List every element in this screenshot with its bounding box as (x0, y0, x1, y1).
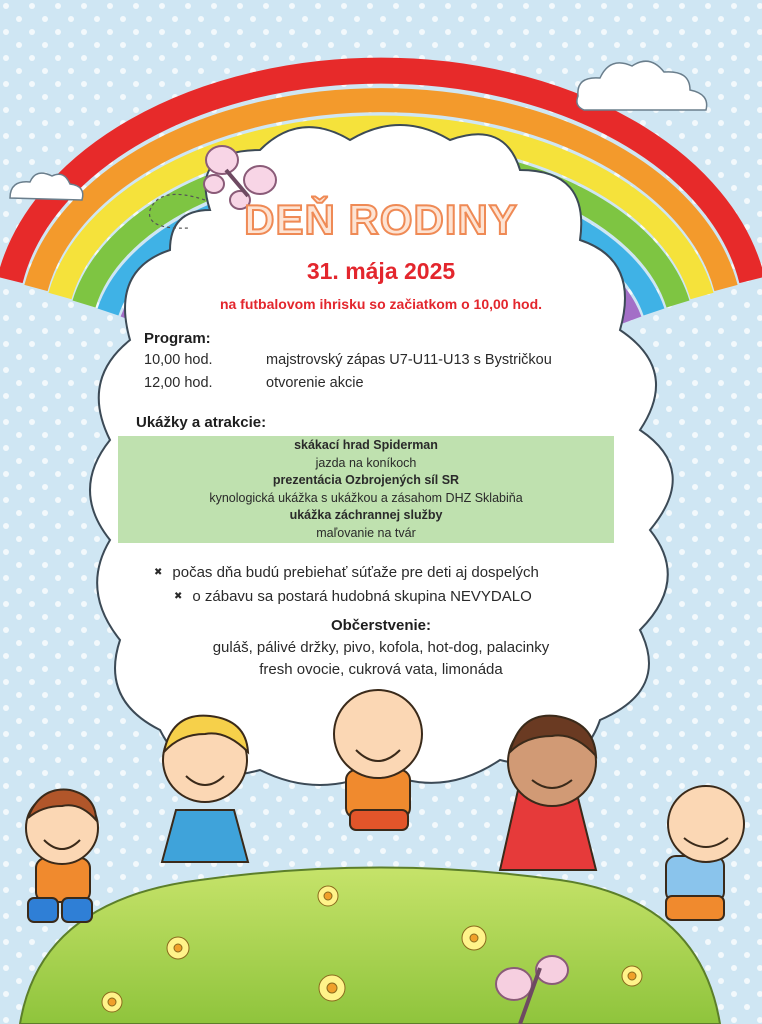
attraction-item: maľovanie na tvár (316, 525, 416, 540)
program-desc-1: majstrovský zápas U7-U11-U13 s Bystričkou (266, 352, 552, 368)
refreshments-heading: Občerstvenie: (330, 617, 432, 634)
program-heading: Program: (144, 330, 211, 347)
note-text: o zábavu sa postará hudobná skupina NEVYDALO (192, 588, 532, 605)
event-venue: na futbalovom ihrisku so začiatkom o 10,00 hod. (219, 296, 543, 312)
attraction-item: jazda na koníkoch (315, 455, 417, 470)
attraction-item: ukážka záchrannej služby (289, 508, 443, 523)
program-time-1: 10,00 hod. (144, 352, 213, 368)
attraction-item: kynologická ukážka s ukážkou a zásahom DHZ Sklabiňa (209, 490, 523, 505)
note-text: počas dňa budú prebiehať súťaže pre deti aj dospelých (172, 564, 539, 581)
program-time-2: 12,00 hod. (144, 375, 213, 391)
refreshments-line-2: fresh ovocie, cukrová vata, limonáda (259, 661, 503, 678)
program-desc-2: otvorenie akcie (266, 375, 364, 391)
refreshments-line-1: guláš, pálivé držky, pivo, kofola, hot-dog, palacinky (212, 639, 550, 656)
event-date: 31. mája 2025 (306, 258, 456, 284)
note-item (154, 564, 539, 581)
attractions-box (118, 436, 614, 543)
cross-bullet-icon: ✖ (154, 567, 163, 578)
attraction-item: prezentácia Ozbrojených síl SR (272, 473, 460, 488)
kid-girl-blue (162, 716, 248, 862)
event-title: DEŇ RODINY (244, 196, 518, 243)
note-item (174, 588, 532, 605)
attractions-heading: Ukážky a atrakcie: (136, 414, 267, 431)
cross-bullet-icon: ✖ (174, 591, 183, 602)
kid-jumping (334, 690, 422, 830)
attraction-item: skákací hrad Spiderman (294, 438, 438, 452)
